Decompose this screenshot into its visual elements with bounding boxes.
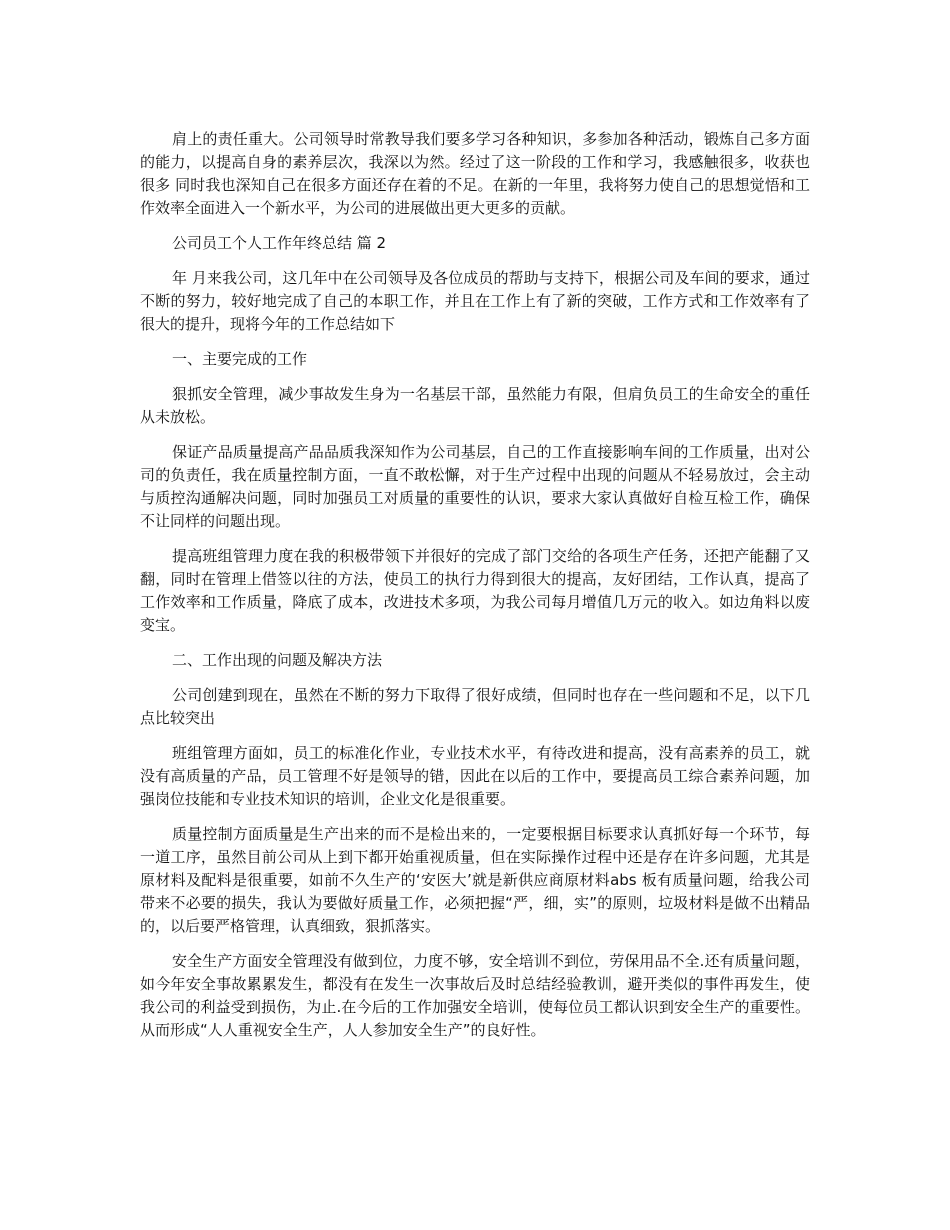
paragraph-product-quality: 保证产品质量提高产品品质我深知作为公司基层，自己的工作直接影响车间的工作质量，出对公司的负责任，我在质量控制方面，一直不敢松懈，对于生产过程中出现的问题从不轻易放过，会主动与质控沟通解决问题，同时加强员工对质量的重要性的认识，要求大家认真做好自检互检工作，确保不让同样的问题出现。 bbox=[140, 443, 810, 530]
heading-problems: 二、工作出现的问题及解决方法 bbox=[172, 651, 383, 669]
heading-main-work: 一、主要完成的工作 bbox=[172, 350, 308, 368]
paragraph-intro: 年 月来我公司，这几年中在公司领导及各位成员的帮助与支持下，根据公司及车间的要求，通过不断的努力，较好地完成了自己的本职工作，并且在工作上有了新的突破，工作方式和工作效率有了很大的提升，现将今年的工作总结如下 bbox=[140, 269, 810, 333]
paragraph-safety-management: 狠抓安全管理，减少事故发生身为一名基层干部，虽然能力有限，但肩负员工的生命安全的重任从未放松。 bbox=[140, 385, 810, 426]
paragraph-problems-intro: 公司创建到现在，虽然在不断的努力下取得了很好成绩，但同时也存在一些问题和不足，以下几点比较突出 bbox=[140, 686, 810, 727]
paragraph-team-management: 提高班组管理力度在我的积极带领下并很好的完成了部门交给的各项生产任务，还把产能翻了又翻，同时在管理上借签以往的方法，使员工的执行力得到很大的提高，友好团结，工作认真，提高了工作效率和工作质量，降底了成本，改进技术多项，为我公司每月增值几万元的收入。如边角料以废变宝。 bbox=[140, 547, 810, 634]
paragraph-safety-production: 安全生产方面安全管理没有做到位，力度不够，安全培训不到位，劳保用品不全.还有质量问题，如今年安全事故累累发生，都没有在发生一次事故后及时总结经验教训，避开类似的事件再发生，使我公司的利益受到损伤，为止.在今后的工作加强安全培训，使每位员工都认识到安全生产的重要性。从而形成“人人重视安全生产，人人参加安全生产”的良好性。 bbox=[140, 952, 810, 1039]
paragraph-quality-control: 质量控制方面质量是生产出来的而不是检出来的，一定要根据目标要求认真抓好每一个环节，每一道工序，虽然目前公司从上到下都开始重视质量，但在实际操作过程中还是存在许多问题，尤其是原材料及配料是很重要，如前不久生产的‘安医大’就是新供应商原材料abs 板有质量问题，给我公司带来不必要的损失，我认为要做好质量工作，必须把握“严，细，实”的原则，垃圾材料是做不出精品的，以后要严格管理，认真细致，狠抓落实。 bbox=[140, 825, 810, 935]
section-title: 公司员工个人工作年终总结 篇 2 bbox=[172, 234, 387, 252]
paragraph-team-issues: 班组管理方面如，员工的标准化作业，专业技术水平，有待改进和提高，没有高素养的员工，就没有高质量的产品，员工管理不好是领导的错，因此在以后的工作中，要提高员工综合素养问题，加强岗位技能和专业技术知识的培训，企业文化是很重要。 bbox=[140, 744, 810, 808]
document-body bbox=[140, 128, 810, 1054]
paragraph-responsibility: 肩上的责任重大。公司领导时常教导我们要多学习各种知识，多参加各种活动，锻炼自己多方面的能力，以提高自身的素养层次，我深以为然。经过了这一阶段的工作和学习，我感触很多，收获也很多 同时我也深知自己在很多方面还存在着的不足。在新的一年里，我将努力使自己的思想觉悟和工作效率全面进入一个新水平，为公司的进展做出更大更多的贡献。 bbox=[140, 130, 810, 217]
